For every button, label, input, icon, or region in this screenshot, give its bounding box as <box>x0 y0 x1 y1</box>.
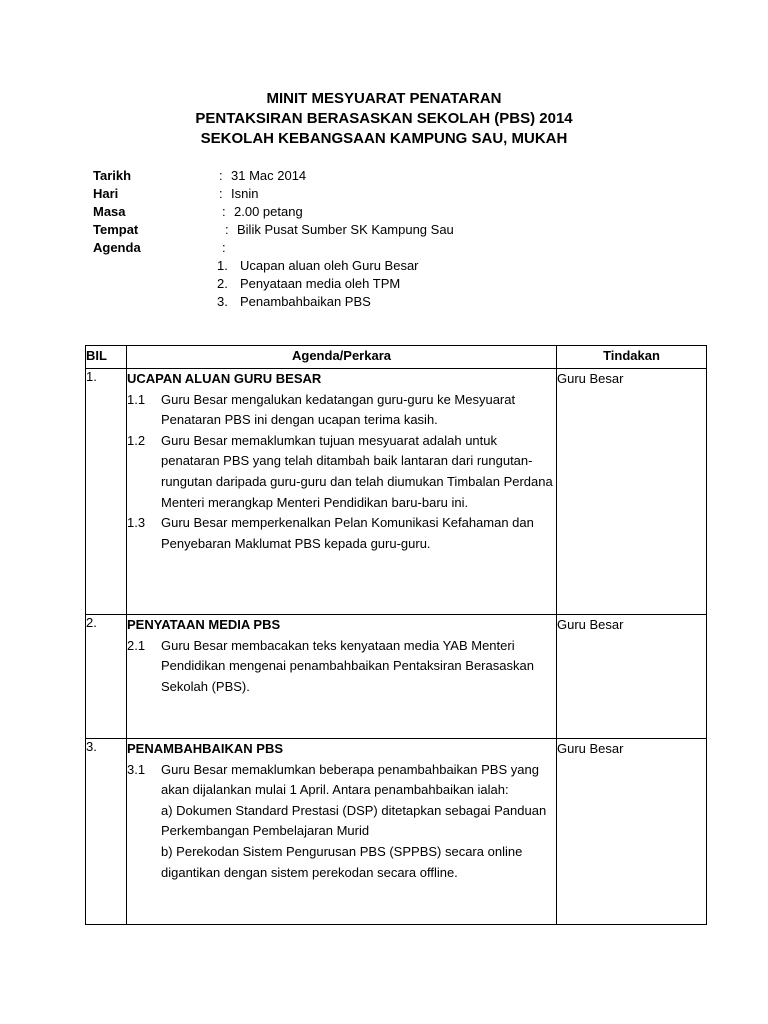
header-bil: BIL <box>86 346 127 369</box>
section-title: PENAMBAHBAIKAN PBS <box>127 741 284 756</box>
item-text: Guru Besar memperkenalkan Pelan Komunikasi Kefahaman dan Penyebaran Maklumat PBS kepada guru-guru. <box>161 515 534 551</box>
table-row <box>86 369 707 615</box>
header-tindakan: Tindakan <box>557 346 707 369</box>
section-title: UCAPAN ALUAN GURU BESAR <box>127 371 322 386</box>
info-colon: : <box>219 168 223 183</box>
info-colon: : <box>222 240 226 255</box>
table-header-row <box>86 346 707 369</box>
item-number: 1.3 <box>127 515 146 531</box>
sub-item: a) Dokumen Standard Prestasi (DSP) ditetapkan sebagai Panduan Perkembangan Pembelajaran Murid <box>161 802 547 839</box>
info-label-masa: Masa <box>93 204 126 219</box>
info-value-tempat: Bilik Pusat Sumber SK Kampung Sau <box>237 222 454 237</box>
item-number: 1.1 <box>127 391 146 407</box>
agenda-item-number: 3. <box>217 294 228 309</box>
list-item <box>127 390 556 431</box>
row-number: 3. <box>86 739 127 925</box>
list-item <box>127 636 556 698</box>
item-text: Guru Besar memaklumkan beberapa penambahbaikan PBS yang akan dijalankan mulai 1 April. Antara penambahbaikan ialah: <box>161 761 539 798</box>
info-colon: : <box>222 204 226 219</box>
agenda-item-text: Ucapan aluan oleh Guru Besar <box>240 258 419 273</box>
row-number: 2. <box>86 615 127 739</box>
info-label-tempat: Tempat <box>93 222 139 237</box>
table-row <box>86 739 707 925</box>
document-title-line-1: MINIT MESYUARAT PENATARAN <box>266 90 502 107</box>
list-item <box>127 431 556 513</box>
agenda-item-number: 2. <box>217 276 228 291</box>
info-colon: : <box>219 186 223 201</box>
item-text: Guru Besar memaklumkan tujuan mesyuarat adalah untuk penataran PBS yang telah ditambah baik lantaran dari rungutan-rungutan daripada guru-guru dan telah diumukan Timbalan Perdana Menteri merangkap Menteri Pendidikan baru-baru ini. <box>161 432 553 510</box>
agenda-item-number: 1. <box>217 258 228 273</box>
info-label-hari: Hari <box>93 186 119 201</box>
header-agenda: Agenda/Perkara <box>127 346 557 369</box>
list-item <box>127 513 556 554</box>
info-value-tarikh: 31 Mac 2014 <box>231 168 307 183</box>
row-tindakan: Guru Besar <box>557 615 707 739</box>
list-item <box>127 760 556 801</box>
document-title-line-3: SEKOLAH KEBANGSAAN KAMPUNG SAU, MUKAH <box>200 130 568 147</box>
item-number: 1.2 <box>127 432 146 448</box>
item-number: 2.1 <box>127 637 146 653</box>
row-number: 1. <box>86 369 127 615</box>
table-row <box>86 615 707 739</box>
row-content <box>127 739 557 925</box>
document-title-line-2: PENTAKSIRAN BERASASKAN SEKOLAH (PBS) 2014 <box>195 110 573 127</box>
row-content <box>127 369 557 615</box>
item-text: Guru Besar membacakan teks kenyataan media YAB Menteri Pendidikan mengenai penambahbaikan Pentaksiran Berasaskan Sekolah (PBS). <box>161 637 534 694</box>
info-value-hari: Isnin <box>231 186 259 201</box>
info-colon: : <box>225 222 229 237</box>
info-value-masa: 2.00 petang <box>234 204 303 219</box>
row-content <box>127 615 557 739</box>
sub-item: b) Perekodan Sistem Pengurusan PBS (SPPBS) secara online digantikan dengan sistem perekodan secara offline. <box>161 843 523 880</box>
row-tindakan: Guru Besar <box>557 369 707 615</box>
agenda-item-text: Penambahbaikan PBS <box>240 294 371 309</box>
row-tindakan: Guru Besar <box>557 739 707 925</box>
info-label-agenda: Agenda <box>93 240 141 255</box>
agenda-item-text: Penyataan media oleh TPM <box>240 276 401 291</box>
info-label-tarikh: Tarikh <box>93 168 132 183</box>
minutes-table <box>85 345 707 925</box>
item-number: 3.1 <box>127 761 146 777</box>
section-title: PENYATAAN MEDIA PBS <box>127 617 281 632</box>
item-text: Guru Besar mengalukan kedatangan guru-guru ke Mesyuarat Penataran PBS ini dengan ucapan terima kasih. <box>161 391 516 428</box>
